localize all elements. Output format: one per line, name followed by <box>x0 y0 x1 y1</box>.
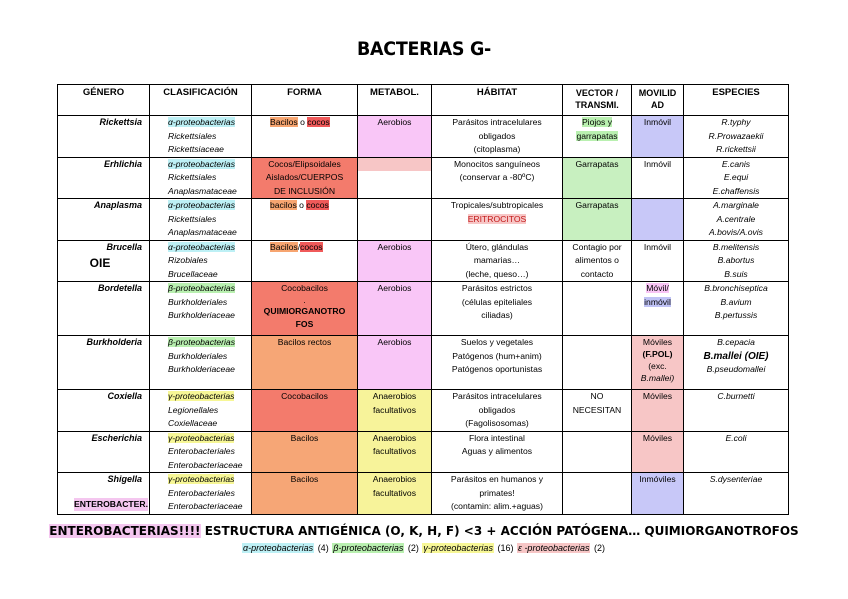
habitat-line: Parásitos estrictos <box>461 283 533 293</box>
vector-line: Piojos y <box>581 117 613 127</box>
class-family: Coxiellaceae <box>168 418 218 428</box>
vector-cell <box>563 473 632 515</box>
species-cell: E.coli <box>684 431 789 473</box>
legend-epsilon: ε -proteobacterias <box>517 543 590 553</box>
enterobacter-tag: ENTEROBACTER. <box>74 498 148 512</box>
habitat-line: (Fagolisosomas) <box>465 418 529 428</box>
genus-name: Shigella <box>107 474 142 484</box>
header-especies: ESPECIES <box>684 85 789 116</box>
species-item: R.Prowazaekii <box>708 130 764 141</box>
header-vector: VECTOR / TRANSMI. <box>563 85 632 116</box>
species-cell <box>684 116 789 158</box>
mov-line: Móviles <box>642 337 673 347</box>
species-item: A.bovis/A.ovis <box>709 227 763 237</box>
header-forma: FORMA <box>252 85 358 116</box>
class-order: Rickettsiales <box>168 172 217 182</box>
table-row <box>58 157 789 199</box>
mov-cell <box>632 336 684 390</box>
footer-highlight: ENTEROBACTERIAS!!!! <box>49 524 201 538</box>
metab-line: Anaerobios <box>372 474 417 484</box>
forma-cell: Cocobacilos <box>252 390 358 432</box>
metab-cell <box>358 390 432 432</box>
metab-cell: Aerobios <box>358 116 432 158</box>
metab-cell: Aerobios <box>358 282 432 336</box>
habitat-line: (citoplasma) <box>473 144 521 154</box>
legend-beta: β-proteobacterias <box>333 543 404 553</box>
classification-cell <box>150 116 252 158</box>
vector-line: contacto <box>580 268 614 279</box>
mov-line: Móvil/ <box>646 283 669 293</box>
mov-cell <box>632 199 684 241</box>
forma-line: Cocobacilos <box>281 283 328 293</box>
forma-sep: / <box>297 241 301 252</box>
header-clasificacion: CLASIFICACIÓN <box>150 85 252 116</box>
class-family: Burkholderiaceae <box>168 364 235 374</box>
class-family: Enterobacteriaceae <box>168 459 243 470</box>
table-row <box>58 199 789 241</box>
vector-line: NO <box>590 391 604 401</box>
legend-alpha-count: (4) <box>315 543 329 553</box>
bacteria-table <box>57 84 789 515</box>
mov-cell: Móviles <box>632 390 684 432</box>
species-cell <box>684 282 789 336</box>
forma-cell: Bacilos rectos <box>252 336 358 390</box>
metab-cell <box>358 473 432 515</box>
forma-sep: o <box>297 117 308 127</box>
habitat-cell <box>432 390 563 432</box>
oie-badge: OIE <box>89 256 111 270</box>
genus-name: Anaplasma <box>93 200 142 210</box>
metab-line: facultativos <box>373 446 416 456</box>
genus-cell <box>58 473 150 515</box>
metab-cell <box>358 199 432 241</box>
forma-cell <box>252 157 358 199</box>
habitat-line: (leche, queso…) <box>465 268 529 279</box>
genus-name: Coxiella <box>107 391 142 401</box>
genus-cell <box>58 431 150 473</box>
habitat-line: Patógenos oportunistas <box>451 364 543 374</box>
class-order: Enterobacteriales <box>168 487 235 498</box>
habitat-cell <box>432 473 563 515</box>
metab-cell <box>358 157 432 199</box>
forma-line: . <box>303 294 306 305</box>
mov-cell: Inmóvil <box>632 240 684 282</box>
vector-line: alimentos o <box>575 255 619 265</box>
metab-line: facultativos <box>373 404 416 415</box>
species-cell <box>684 157 789 199</box>
species-item: A.marginale <box>713 200 759 210</box>
metab-empty-bar <box>358 158 431 171</box>
habitat-highlight: ERITROCITOS <box>467 213 527 224</box>
class-order: Enterobacteriales <box>168 446 235 456</box>
habitat-line: (contamin: alim.+aguas) <box>451 501 543 511</box>
class-order: Rickettsiales <box>168 213 217 224</box>
metab-line: facultativos <box>373 487 416 498</box>
metab-line: Anaerobios <box>372 432 417 443</box>
class-family: Anaplasmataceae <box>168 185 237 196</box>
habitat-line: primates! <box>479 487 515 498</box>
species-cell <box>684 240 789 282</box>
genus-cell <box>58 199 150 241</box>
metab-cell: Aerobios <box>358 240 432 282</box>
species-cell: C.burnetti <box>684 390 789 432</box>
class-order: Rizobiales <box>168 255 208 265</box>
mov-line: (exc. <box>648 361 667 371</box>
classification-cell <box>150 390 252 432</box>
table-row <box>58 282 789 336</box>
legend-alpha: α-proteobacterias <box>243 543 314 553</box>
forma-cell: Bacilos <box>252 431 358 473</box>
habitat-cell <box>432 199 563 241</box>
mov-cell: Inmóvil <box>632 157 684 199</box>
habitat-cell <box>432 282 563 336</box>
classification-cell <box>150 199 252 241</box>
forma-line: Cocos/Elipsoidales <box>268 158 341 169</box>
habitat-line: Monocitos sanguíneos <box>454 158 540 169</box>
habitat-line: ciliadas) <box>481 310 513 320</box>
genus-name: Erhlichia <box>103 158 142 169</box>
classification-cell <box>150 157 252 199</box>
classification-cell <box>150 240 252 282</box>
habitat-cell <box>432 336 563 390</box>
table-row <box>58 336 789 390</box>
forma-part: Bacilos <box>270 241 298 252</box>
habitat-cell <box>432 116 563 158</box>
species-item: B.cepacia <box>717 337 755 347</box>
forma-line: FOS <box>295 319 314 329</box>
genus-cell <box>58 390 150 432</box>
footer-text: ESTRUCTURA ANTIGÉNICA (O, K, H, F) <3 + ACCIÓN PATÓGENA… QUIMIORGANOTROFOS <box>200 524 799 538</box>
species-cell <box>684 199 789 241</box>
metab-cell <box>358 431 432 473</box>
forma-cell: Bacilos <box>252 473 358 515</box>
vector-cell: Garrapatas <box>563 157 632 199</box>
vector-line: Contagio por <box>572 241 622 252</box>
habitat-line: obligados <box>478 404 516 415</box>
forma-sep: o <box>296 200 307 210</box>
vector-line: NECESITAN <box>572 404 622 415</box>
forma-part: cocos <box>306 200 329 210</box>
species-item: E.equi <box>723 172 749 182</box>
class-order: Burkholderiales <box>168 350 228 361</box>
class-group: γ-proteobacterias <box>168 391 235 401</box>
class-group: α-proteobacterias <box>168 117 236 127</box>
class-family: Rickettsiaceae <box>168 144 224 154</box>
metab-cell: Aerobios <box>358 336 432 390</box>
mov-cell <box>632 282 684 336</box>
habitat-cell <box>432 240 563 282</box>
species-item: E.canis <box>721 158 751 169</box>
species-item: R.rickettsii <box>716 144 756 154</box>
species-cell: S.dysenteriae <box>684 473 789 515</box>
class-group: β-proteobacterias <box>168 283 236 293</box>
forma-cell <box>252 240 358 282</box>
legend-gamma-count: (16) <box>494 543 514 553</box>
table-row <box>58 116 789 158</box>
species-item: B.suis <box>724 268 748 279</box>
legend-beta-count: (2) <box>405 543 419 553</box>
species-item: B.melitensis <box>712 241 760 252</box>
habitat-line: obligados <box>478 130 516 141</box>
species-item: B.pertussis <box>714 310 758 320</box>
species-item: B.pseudomallei <box>706 364 766 374</box>
habitat-line: (conservar a -80ºC) <box>459 172 535 182</box>
species-item: B.avium <box>720 296 752 307</box>
class-family: Enterobacteriaceae <box>168 501 243 511</box>
mov-cell: Inmóvil <box>632 116 684 158</box>
genus-cell <box>58 116 150 158</box>
classification-cell <box>150 282 252 336</box>
genus-name: Bordetella <box>97 283 142 293</box>
habitat-line: Aguas y alimentos <box>461 446 533 456</box>
footer-summary <box>0 524 848 538</box>
header-movilidad: MOVILID AD <box>632 85 684 116</box>
classification-cell <box>150 473 252 515</box>
species-item: A.centrale <box>716 213 756 224</box>
table-row <box>58 473 789 515</box>
habitat-line: Flora intestinal <box>469 432 525 443</box>
vector-cell <box>563 431 632 473</box>
habitat-line: Tropicales/subtropicales <box>450 200 544 210</box>
class-order: Burkholderiales <box>168 296 228 307</box>
class-group: γ-proteobacterias <box>168 474 235 484</box>
class-group: α-proteobacterias <box>168 200 236 210</box>
genus-cell <box>58 157 150 199</box>
class-group: α-proteobacterias <box>168 158 236 169</box>
vector-cell: Garrapatas <box>563 199 632 241</box>
species-item: B.bronchiseptica <box>704 283 768 293</box>
header-row <box>58 85 789 116</box>
forma-cell <box>252 282 358 336</box>
vector-line: garrapatas <box>576 130 618 141</box>
vector-cell <box>563 240 632 282</box>
classification-cell <box>150 431 252 473</box>
legend-epsilon-count: (2) <box>591 543 605 553</box>
classification-cell <box>150 336 252 390</box>
species-item: R.typhy <box>721 117 751 127</box>
forma-line: QUIMIORGANOTRO <box>263 305 346 316</box>
class-group: α-proteobacterias <box>168 241 236 252</box>
footer-legend <box>0 543 848 553</box>
vector-cell <box>563 116 632 158</box>
genus-name: Brucella <box>106 241 142 252</box>
habitat-line: mamarias… <box>473 255 521 265</box>
class-family: Brucellaceae <box>168 268 218 279</box>
mov-cell: Móviles <box>632 431 684 473</box>
habitat-line: Parásitos en humanos y <box>450 474 544 484</box>
genus-name: Escherichia <box>91 432 142 443</box>
header-genero: GÉNERO <box>58 85 150 116</box>
header-habitat: HÁBITAT <box>432 85 563 116</box>
forma-part: cocos <box>300 241 323 252</box>
species-item: B.abortus <box>717 255 755 265</box>
habitat-cell <box>432 431 563 473</box>
habitat-line: Suelos y vegetales <box>460 337 534 347</box>
genus-name: Burkholderia <box>86 337 142 347</box>
genus-name: Rickettsia <box>99 117 142 127</box>
vector-cell <box>563 336 632 390</box>
habitat-cell <box>432 157 563 199</box>
table-row <box>58 240 789 282</box>
table-row <box>58 390 789 432</box>
species-item: E.chaffensis <box>712 185 760 196</box>
mov-line: (F.POL) <box>642 349 673 359</box>
header-metabol: METABOL. <box>358 85 432 116</box>
forma-part: cocos <box>307 117 330 127</box>
habitat-line: Útero, glándulas <box>465 241 529 252</box>
mov-cell: Inmóviles <box>632 473 684 515</box>
forma-cell <box>252 116 358 158</box>
forma-part: Bacilos <box>270 117 298 127</box>
mov-line: inmóvil <box>644 296 671 307</box>
class-order: Rickettsiales <box>168 130 217 141</box>
genus-cell <box>58 336 150 390</box>
forma-line: Aislados/CUERPOS <box>265 172 344 182</box>
class-order: Legionellales <box>168 404 219 415</box>
legend-gamma: γ-proteobacterias <box>423 543 493 553</box>
class-family: Burkholderiaceae <box>168 310 235 320</box>
forma-line: DE INCLUSIÓN <box>273 185 336 196</box>
class-group: γ-proteobacterias <box>168 432 235 443</box>
mov-line: B.mallei) <box>640 373 675 383</box>
forma-part: bacilos <box>270 200 297 210</box>
species-item: B.mallei (OIE) <box>703 350 769 362</box>
page-title: BACTERIAS G- <box>356 38 492 60</box>
vector-cell <box>563 390 632 432</box>
habitat-line: Parásitos intracelulares <box>452 391 542 401</box>
habitat-line: Parásitos intracelulares <box>452 117 542 127</box>
species-cell <box>684 336 789 390</box>
habitat-line: Patógenos (hum+anim) <box>452 350 542 361</box>
vector-cell <box>563 282 632 336</box>
forma-cell <box>252 199 358 241</box>
class-group: β-proteobacterias <box>168 337 236 347</box>
habitat-line: (células epiteliales <box>461 296 533 307</box>
metab-line: Anaerobios <box>372 391 417 401</box>
genus-cell <box>58 282 150 336</box>
table-row <box>58 431 789 473</box>
class-family: Anaplasmataceae <box>168 227 237 237</box>
genus-cell <box>58 240 150 282</box>
